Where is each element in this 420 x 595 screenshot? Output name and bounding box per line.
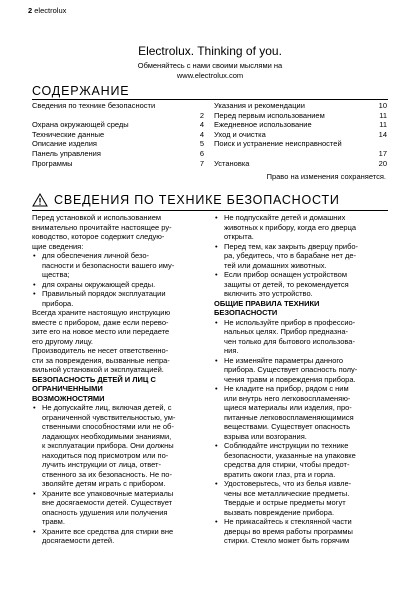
contents-entry-page: 4 <box>199 120 204 130</box>
text-line: Соблюдайте инструкции по технике <box>224 441 349 450</box>
text-line: животных к прибору, когда его дверца <box>224 222 357 232</box>
text-line: чен только для бытового использова- <box>224 336 355 346</box>
text-line: Всегда храните настоящую инструкцию <box>32 308 171 317</box>
text-line: зволяйте детям играть с прибором. <box>42 479 166 488</box>
contents-entry-page: 11 <box>379 120 387 130</box>
text-line: включить это устройство. <box>224 289 313 298</box>
contents-entry[interactable] <box>214 111 387 121</box>
text-line: Не прикасайтесь к стеклянной части <box>224 517 352 526</box>
text-line: щества; <box>42 270 70 279</box>
text-line: Производитель не несет ответственно- <box>32 346 169 355</box>
contents-entry-name: Сведения по технике безопасности <box>32 101 156 110</box>
contents-entry-name: Программы <box>32 158 73 168</box>
text-line: Не изменяйте параметры данного <box>224 355 344 365</box>
safety-divider <box>32 210 388 211</box>
text-line: Твердые и острые предметы могут <box>224 498 346 507</box>
contents-right-column <box>214 101 387 168</box>
contents-entry[interactable] <box>32 130 204 140</box>
website-link[interactable]: www.electrolux.com <box>176 71 244 80</box>
text-line: для охраны окружающей среды. <box>42 279 156 289</box>
text-line: питанные легковоспламеняющимися <box>224 412 354 422</box>
contents-left-column <box>32 101 204 168</box>
contents-entry-page: 7 <box>199 158 204 168</box>
contents-entry-name: Описание изделия <box>32 139 97 149</box>
safety-title-text: СВЕДЕНИЯ ПО ТЕХНИКЕ БЕЗОПАСНОСТИ <box>54 193 340 207</box>
children-safety-list-continued <box>214 213 390 299</box>
text-line: вильной установкой и эксплуатацией. <box>32 365 164 374</box>
text-line: Не используйте прибор в профессио- <box>224 317 356 327</box>
contents-entry-page: 6 <box>199 148 204 158</box>
contents-entry[interactable] <box>214 130 387 140</box>
text-line: вне досягаемости детей. Существует <box>42 498 173 507</box>
text-line: ководство, которое содержит следую- <box>32 232 165 241</box>
contents-entry-page: 17 <box>378 148 387 158</box>
children-safety-heading <box>32 375 210 404</box>
contents-entry[interactable] <box>32 120 204 130</box>
contents-title: СОДЕРЖАНИЕ <box>32 84 130 98</box>
text-line: средства для стирки, чтобы предот- <box>224 460 350 469</box>
contents-entry-page: 11 <box>379 110 387 120</box>
text-line: ограниченной чувствительностью, ум- <box>42 412 176 422</box>
contents-divider <box>32 99 388 100</box>
text-line: его другому лицу. <box>32 336 93 346</box>
text-line: щиеся материалы или изделия, про- <box>224 403 352 412</box>
text-line: стирки. Стекло может быть горячим <box>224 536 350 545</box>
list-item <box>32 403 210 489</box>
contents-entry[interactable] <box>214 149 387 159</box>
general-safety-list <box>214 318 390 546</box>
rights-note: Право на изменения сохраняется. <box>266 172 386 181</box>
text-line: тей или домашних животных. <box>224 260 327 270</box>
text-line: ОГРАНИЧЕННЫМИ <box>32 384 103 393</box>
text-line: БЕЗОПАСНОСТИ <box>214 308 278 317</box>
text-line: досягаемости детей. <box>42 536 115 545</box>
text-line: Храните все упаковочные материалы <box>42 488 174 498</box>
text-line: ладающих необходимыми знаниями, <box>42 431 172 441</box>
contents-entry[interactable] <box>32 101 204 111</box>
text-line: прибора. <box>42 298 74 308</box>
text-line: Не кладите на прибор, рядом с ним <box>224 384 349 393</box>
general-safety-heading <box>214 299 390 318</box>
text-line: открыта. <box>224 232 254 241</box>
list-item <box>32 527 210 546</box>
contents-entry-name: Указания и рекомендации <box>214 101 305 110</box>
list-item <box>214 384 390 441</box>
text-line: сти за повреждения, вызванные непра- <box>32 355 170 365</box>
text-line: или внутрь него легковоспламеняю- <box>224 393 351 403</box>
text-line: прибора. Существует опасность полу- <box>224 365 358 374</box>
text-line: Не допускайте лиц, включая детей, с <box>42 403 172 412</box>
list-item <box>32 251 210 280</box>
list-item <box>214 441 390 479</box>
text-line: Перед тем, как закрыть дверцу прибо- <box>224 241 359 251</box>
page-number: 2 <box>28 6 33 15</box>
contents-entry-name: Ежедневное использование <box>214 120 312 130</box>
contents-entry[interactable] <box>214 159 387 169</box>
contents-entry-name: Установка <box>214 158 250 168</box>
text-line: Храните все средства для стирки вне <box>42 526 174 536</box>
text-line: веществами. Существует опасность <box>224 422 351 431</box>
share-line: Обменяйтесь с нами своими мыслями на <box>137 61 283 70</box>
contents-entry-name: Охрана окружающей среды <box>32 120 129 130</box>
text-line: вызвать повреждение прибора. <box>224 507 335 517</box>
text-line: чены все металлические предметы. <box>224 488 350 498</box>
text-line: травм. <box>42 517 65 526</box>
intro-list <box>32 251 210 308</box>
text-line: для обеспечения личной безо- <box>42 251 150 260</box>
contents-entry[interactable] <box>32 139 204 149</box>
children-safety-list <box>32 403 210 546</box>
safety-section-title <box>32 193 340 207</box>
contents-entry-page: 14 <box>378 129 387 139</box>
list-item <box>214 270 390 299</box>
contents-entry[interactable] <box>32 159 204 169</box>
contents-entry-page: 2 <box>199 110 204 120</box>
contents-entry-page: 10 <box>378 101 387 110</box>
contents-entry[interactable] <box>32 149 204 159</box>
manufacturer-liability-text <box>32 346 210 375</box>
text-line: зите его на новое место или передаете <box>32 327 170 336</box>
text-line: защиты от детей, то рекомендуется <box>224 279 349 289</box>
text-line: Если прибор оснащен устройством <box>224 270 347 279</box>
text-line: внимательно прочитайте настоящее ру- <box>32 222 172 232</box>
text-line: вратить ожоги глаз, рта и горла. <box>224 469 336 479</box>
text-line: опасность удушения или получения <box>42 507 168 517</box>
brand-name: electrolux <box>34 6 67 15</box>
text-line: Удостоверьтесь, что из белья извле- <box>224 479 352 488</box>
share-text <box>0 61 420 81</box>
text-line: ственного за их безопасность. Не по- <box>42 469 172 479</box>
contents-entry[interactable] <box>214 120 387 130</box>
text-line: находиться под присмотром или по- <box>42 450 169 460</box>
list-item <box>32 289 210 308</box>
contents-entry-name: Уход и очистка <box>214 129 266 139</box>
contents-entry-page: 4 <box>199 129 204 139</box>
text-line: лучить инструкции от лица, ответ- <box>42 460 161 469</box>
intro-text <box>32 213 210 251</box>
text-line: нальных целях. Прибор предназна- <box>224 327 349 336</box>
text-line: Перед установкой и использованием <box>32 213 162 222</box>
list-item <box>214 479 390 517</box>
contents-entry-page: 20 <box>378 158 387 168</box>
text-line: взрыва или возгорания. <box>224 431 307 441</box>
text-line: БЕЗОПАСНОСТЬ ДЕТЕЙ И ЛИЦ С <box>32 374 156 384</box>
list-item <box>214 318 390 356</box>
contents-entry-name: Панель управления <box>32 148 101 158</box>
contents-entry[interactable] <box>32 111 204 121</box>
text-line: пасности и безопасности вашего иму- <box>42 260 175 270</box>
text-line: дверцы во время работы программы <box>224 526 353 536</box>
list-item <box>214 517 390 546</box>
text-line: вместе с прибором, даже если перево- <box>32 317 169 327</box>
safety-right-column <box>214 213 390 546</box>
text-line: безопасности, указанные на упаковке <box>224 450 356 460</box>
text-line: к эксплуатации прибора. Они должны <box>42 441 174 450</box>
text-line: ственными способностями или не об- <box>42 422 174 431</box>
contents-entry[interactable] <box>214 139 387 149</box>
contents-entry-page: 5 <box>199 139 204 149</box>
text-line: Не подпускайте детей и домашних <box>224 213 346 222</box>
text-line: ОБЩИЕ ПРАВИЛА ТЕХНИКИ <box>214 298 320 308</box>
text-line: чения травм и повреждения прибора. <box>224 374 356 384</box>
contents-entry-name: Технические данные <box>32 129 105 139</box>
list-item <box>32 280 210 290</box>
text-line: щие сведения: <box>32 241 84 251</box>
slogan: Electrolux. Thinking of you. <box>138 44 282 58</box>
keep-instructions-text <box>32 308 210 346</box>
contents-entry-name: Поиск и устранение неисправностей <box>214 139 342 149</box>
text-line: ВОЗМОЖНОСТЯМИ <box>32 393 105 403</box>
contents-entry[interactable] <box>214 101 387 111</box>
text-line: ра, убедитесь, что в барабане нет де- <box>224 251 357 260</box>
list-item <box>214 356 390 385</box>
text-line: ния. <box>224 346 239 355</box>
page-header <box>28 6 66 15</box>
warning-icon <box>32 193 48 207</box>
list-item <box>32 489 210 527</box>
list-item <box>214 213 390 242</box>
safety-left-column <box>32 213 210 546</box>
contents-entry-name: Перед первым использованием <box>214 110 325 120</box>
list-item <box>214 242 390 271</box>
text-line: Правильный порядок эксплуатации <box>42 289 166 298</box>
